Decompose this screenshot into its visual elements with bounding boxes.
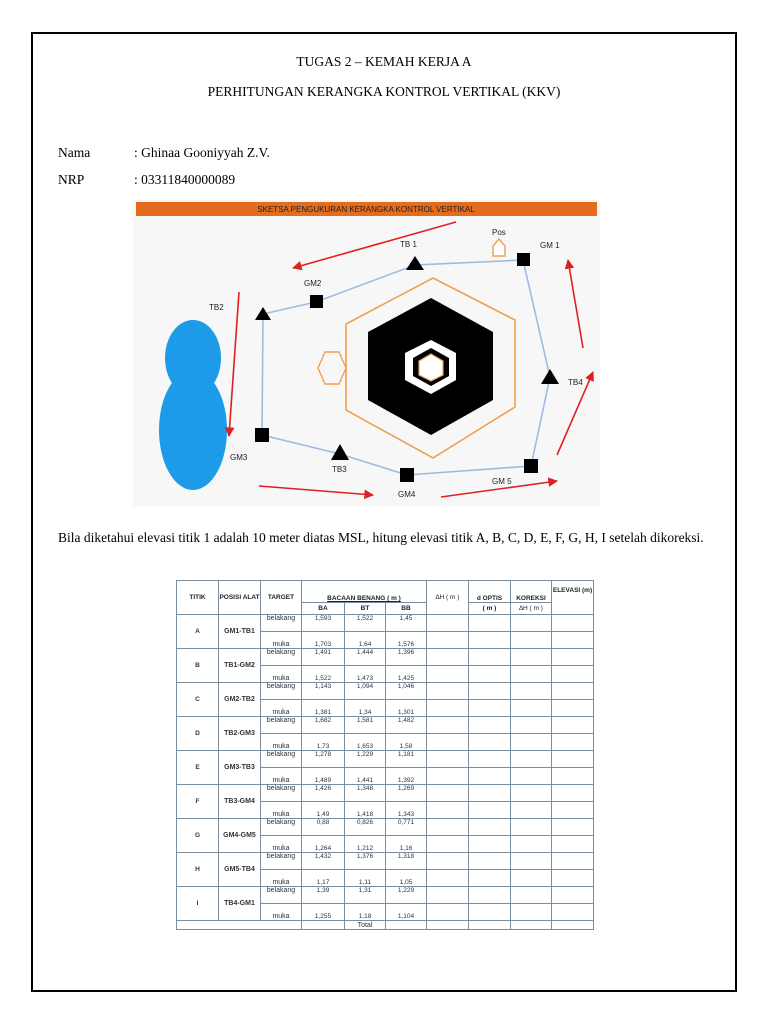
table-row-belakang	[177, 717, 594, 734]
cell-belakang-ba: 1,593	[302, 615, 345, 632]
cell-empty	[469, 632, 511, 649]
table-row-belakang	[177, 683, 594, 700]
cell-target-muka: muka	[261, 870, 302, 887]
cell-muka-bt: 1,441	[345, 768, 386, 785]
cell-empty	[552, 921, 594, 930]
cell-empty	[552, 870, 594, 887]
cell-empty	[511, 751, 552, 768]
header-dh: ∆H ( m )	[427, 581, 469, 615]
cell-empty	[552, 751, 594, 768]
cell-empty	[511, 870, 552, 887]
cell-belakang-ba: 1,426	[302, 785, 345, 802]
cell-muka-bt: 1,418	[345, 802, 386, 819]
cell-empty	[427, 632, 469, 649]
cell-empty	[511, 632, 552, 649]
cell-empty	[427, 921, 469, 930]
cell-target-muka: muka	[261, 836, 302, 853]
cell-muka-ba: 1,381	[302, 700, 345, 717]
cell-empty	[302, 921, 345, 930]
cell-empty	[469, 649, 511, 666]
header-posisi: POSISI ALAT	[219, 581, 261, 615]
cell-empty	[552, 887, 594, 904]
cell-empty	[552, 683, 594, 700]
cell-titik: I	[177, 887, 219, 921]
cell-empty	[511, 921, 552, 930]
gm1-marker	[517, 253, 530, 266]
cell-empty	[552, 666, 594, 683]
label-tb4: TB4	[568, 378, 583, 387]
cell-empty	[552, 853, 594, 870]
cell-empty	[427, 751, 469, 768]
cell-target-belakang: belakang	[261, 615, 302, 632]
cell-empty	[511, 836, 552, 853]
cell-titik: E	[177, 751, 219, 785]
cell-belakang-bb: 1,269	[386, 785, 427, 802]
cell-belakang-bt: 1,094	[345, 683, 386, 700]
cell-empty	[511, 683, 552, 700]
table-row-belakang	[177, 819, 594, 836]
cell-empty	[427, 649, 469, 666]
cell-empty	[469, 870, 511, 887]
cell-target-muka: muka	[261, 666, 302, 683]
cell-empty	[427, 887, 469, 904]
cell-target-muka: muka	[261, 768, 302, 785]
sketch-banner-text: SKETSA PENGUKURAN KERANGKA KONTROL VERTIKAL	[257, 205, 475, 214]
header-doptis-unit: ( m )	[469, 603, 511, 615]
cell-posisi: GM5-TB4	[219, 853, 261, 887]
cell-belakang-bb: 1,229	[386, 887, 427, 904]
header-doptis: d OPTIS	[469, 581, 511, 603]
table-row-belakang	[177, 649, 594, 666]
cell-posisi: TB2-GM3	[219, 717, 261, 751]
cell-empty	[469, 666, 511, 683]
cell-posisi: GM4-GM5	[219, 819, 261, 853]
header-target: TARGET	[261, 581, 302, 615]
cell-empty	[511, 768, 552, 785]
cell-empty	[427, 836, 469, 853]
table-row-belakang	[177, 751, 594, 768]
cell-muka-bt: 1,473	[345, 666, 386, 683]
cell-muka-ba: 1,522	[302, 666, 345, 683]
cell-belakang-bb: 1,396	[386, 649, 427, 666]
cell-titik: C	[177, 683, 219, 717]
label-pos: Pos	[492, 228, 506, 237]
cell-empty	[511, 802, 552, 819]
cell-titik: D	[177, 717, 219, 751]
label-gm1: GM 1	[540, 241, 560, 250]
cell-total-label: Total	[345, 921, 386, 930]
cell-muka-bb: 1,392	[386, 768, 427, 785]
cell-empty	[427, 700, 469, 717]
cell-target-belakang: belakang	[261, 751, 302, 768]
label-gm4: GM4	[398, 490, 416, 499]
cell-target-belakang: belakang	[261, 683, 302, 700]
cell-belakang-ba: 1,39	[302, 887, 345, 904]
header-koreksi-unit: ∆H ( m )	[511, 603, 552, 615]
cell-empty	[511, 649, 552, 666]
label-gm5: GM 5	[492, 477, 512, 486]
cell-empty	[552, 802, 594, 819]
header-elevasi: ELEVASI (m)	[552, 581, 594, 615]
cell-target-belakang: belakang	[261, 717, 302, 734]
cell-titik: A	[177, 615, 219, 649]
gm2-marker	[310, 295, 323, 308]
cell-empty	[552, 904, 594, 921]
cell-muka-bb: 1,301	[386, 700, 427, 717]
cell-belakang-bt: 1,581	[345, 717, 386, 734]
cell-empty	[511, 666, 552, 683]
kkv-table-container	[176, 580, 593, 937]
cell-belakang-bb: 1,482	[386, 717, 427, 734]
cell-posisi: GM2-TB2	[219, 683, 261, 717]
cell-muka-bt: 1,653	[345, 734, 386, 751]
kkv-table-body	[177, 615, 594, 930]
cell-empty	[427, 666, 469, 683]
cell-target-muka: muka	[261, 700, 302, 717]
cell-empty	[469, 683, 511, 700]
nrp-label: NRP	[58, 172, 85, 187]
cell-empty	[511, 734, 552, 751]
cell-target-belakang: belakang	[261, 785, 302, 802]
cell-belakang-ba: 1,143	[302, 683, 345, 700]
cell-muka-bt: 1,18	[345, 904, 386, 921]
blue-ellipse-bottom	[159, 370, 227, 490]
cell-empty	[469, 700, 511, 717]
cell-empty	[511, 819, 552, 836]
cell-belakang-ba: 0,88	[302, 819, 345, 836]
cell-empty	[511, 887, 552, 904]
cell-belakang-ba: 1,432	[302, 853, 345, 870]
table-row-belakang	[177, 853, 594, 870]
cell-muka-ba: 1,264	[302, 836, 345, 853]
cell-empty	[427, 802, 469, 819]
cell-muka-bb: 1,425	[386, 666, 427, 683]
header-bb: BB	[386, 603, 427, 615]
cell-empty	[511, 717, 552, 734]
kkv-sketch	[133, 200, 600, 506]
cell-empty	[511, 904, 552, 921]
cell-target-muka: muka	[261, 802, 302, 819]
cell-muka-ba: 1,703	[302, 632, 345, 649]
cell-empty	[552, 819, 594, 836]
cell-empty	[469, 751, 511, 768]
cell-empty	[469, 785, 511, 802]
cell-belakang-bt: 1,522	[345, 615, 386, 632]
cell-belakang-ba: 1,278	[302, 751, 345, 768]
cell-empty	[552, 700, 594, 717]
table-row-total	[177, 921, 594, 930]
cell-target-muka: muka	[261, 904, 302, 921]
table-row-belakang	[177, 615, 594, 632]
cell-empty	[552, 836, 594, 853]
cell-muka-bb: 1,58	[386, 734, 427, 751]
label-tb2: TB2	[209, 303, 224, 312]
cell-empty	[469, 768, 511, 785]
nrp-value: : 03311840000089	[134, 172, 236, 187]
cell-target-muka: muka	[261, 632, 302, 649]
cell-titik: F	[177, 785, 219, 819]
cell-belakang-bb: 1,45	[386, 615, 427, 632]
cell-posisi: GM3-TB3	[219, 751, 261, 785]
cell-empty	[427, 853, 469, 870]
cell-empty	[469, 802, 511, 819]
cell-target-belakang: belakang	[261, 853, 302, 870]
cell-belakang-bb: 1,046	[386, 683, 427, 700]
cell-empty	[469, 717, 511, 734]
name-value: : Ghinaa Gooniyyah Z.V.	[134, 145, 270, 160]
cell-empty	[469, 615, 511, 632]
cell-belakang-bt: 0,826	[345, 819, 386, 836]
header-koreksi: KOREKSI	[511, 581, 552, 603]
cell-empty	[552, 632, 594, 649]
cell-muka-bb: 1,343	[386, 802, 427, 819]
cell-muka-ba: 1,73	[302, 734, 345, 751]
cell-empty	[427, 734, 469, 751]
table-row-belakang	[177, 887, 594, 904]
cell-empty	[469, 836, 511, 853]
cell-empty	[427, 819, 469, 836]
cell-empty	[427, 870, 469, 887]
cell-empty	[427, 683, 469, 700]
cell-posisi: TB4-GM1	[219, 887, 261, 921]
cell-empty	[469, 887, 511, 904]
cell-empty	[386, 921, 427, 930]
cell-target-belakang: belakang	[261, 887, 302, 904]
name-label: Nama	[58, 145, 91, 160]
cell-muka-ba: 1,255	[302, 904, 345, 921]
cell-muka-ba: 1,489	[302, 768, 345, 785]
header-bt: BT	[345, 603, 386, 615]
kkv-table	[176, 580, 594, 930]
label-tb1: TB 1	[400, 240, 417, 249]
cell-belakang-bt: 1,31	[345, 887, 386, 904]
label-tb3: TB3	[332, 465, 347, 474]
cell-muka-bb: 1,104	[386, 904, 427, 921]
gm4-marker	[400, 468, 414, 482]
header-bacaan: BACAAN BENANG ( m )	[302, 581, 427, 603]
page-title: TUGAS 2 – KEMAH KERJA A	[296, 54, 472, 69]
cell-belakang-bb: 0,771	[386, 819, 427, 836]
cell-muka-bb: 1,16	[386, 836, 427, 853]
cell-empty	[469, 921, 511, 930]
cell-muka-bt: 1,34	[345, 700, 386, 717]
cell-muka-bb: 1,576	[386, 632, 427, 649]
cell-titik: H	[177, 853, 219, 887]
cell-target-belakang: belakang	[261, 819, 302, 836]
cell-empty	[427, 717, 469, 734]
cell-empty	[427, 768, 469, 785]
cell-target-muka: muka	[261, 734, 302, 751]
header-ba: BA	[302, 603, 345, 615]
cell-empty	[469, 904, 511, 921]
cell-empty	[552, 768, 594, 785]
cell-empty	[552, 615, 594, 632]
cell-posisi: TB3-GM4	[219, 785, 261, 819]
cell-muka-ba: 1,17	[302, 870, 345, 887]
cell-empty	[552, 649, 594, 666]
cell-empty	[511, 700, 552, 717]
cell-titik: G	[177, 819, 219, 853]
gm5-marker	[524, 459, 538, 473]
cell-belakang-ba: 1,682	[302, 717, 345, 734]
cell-belakang-bt: 1,376	[345, 853, 386, 870]
question-text: Bila diketahui elevasi titik 1 adalah 10 meter diatas MSL, hitung elevasi titik A, B, C, D, E, F, G, H, I setelah dikoreksi.	[58, 530, 704, 545]
cell-empty	[552, 717, 594, 734]
cell-empty	[427, 904, 469, 921]
page-subtitle: PERHITUNGAN KERANGKA KONTROL VERTIKAL (KKV)	[207, 84, 561, 99]
cell-empty	[552, 785, 594, 802]
cell-belakang-bt: 1,348	[345, 785, 386, 802]
cell-posisi: GM1-TB1	[219, 615, 261, 649]
cell-empty	[427, 615, 469, 632]
cell-target-belakang: belakang	[261, 649, 302, 666]
cell-belakang-bt: 1,444	[345, 649, 386, 666]
table-row-belakang	[177, 785, 594, 802]
cell-muka-bt: 1,64	[345, 632, 386, 649]
cell-muka-ba: 1,49	[302, 802, 345, 819]
cell-muka-bt: 1,11	[345, 870, 386, 887]
cell-belakang-bb: 1,318	[386, 853, 427, 870]
cell-empty	[511, 853, 552, 870]
header-titik: TITIK	[177, 581, 219, 615]
cell-belakang-ba: 1,491	[302, 649, 345, 666]
cell-empty	[511, 615, 552, 632]
cell-empty	[469, 734, 511, 751]
cell-empty	[469, 853, 511, 870]
cell-empty	[469, 819, 511, 836]
cell-empty	[427, 785, 469, 802]
cell-empty	[552, 734, 594, 751]
cell-muka-bt: 1,212	[345, 836, 386, 853]
cell-muka-bb: 1,05	[386, 870, 427, 887]
label-gm2: GM2	[304, 279, 322, 288]
gm3-marker	[255, 428, 269, 442]
cell-empty	[511, 785, 552, 802]
cell-posisi: TB1-GM2	[219, 649, 261, 683]
cell-belakang-bt: 1,229	[345, 751, 386, 768]
label-gm3: GM3	[230, 453, 248, 462]
cell-belakang-bb: 1,181	[386, 751, 427, 768]
cell-titik: B	[177, 649, 219, 683]
cell-empty	[177, 921, 302, 930]
